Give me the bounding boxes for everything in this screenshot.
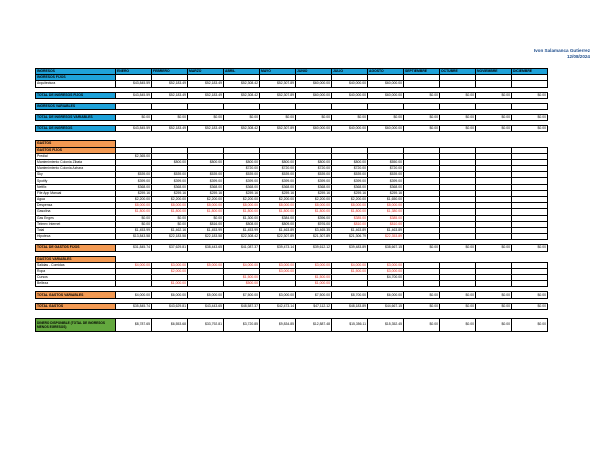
value-cell[interactable]: $0.00 (116, 221, 152, 227)
value-cell[interactable]: $4,700.00 (368, 275, 404, 281)
value-cell[interactable]: $1,463.89 (332, 227, 368, 233)
value-cell[interactable]: $22,183.58 (188, 234, 224, 240)
value-cell[interactable]: $259.16 (296, 190, 332, 196)
value-cell[interactable]: $2,200.00 (116, 197, 152, 203)
value-cell[interactable]: $1,453.99 (224, 227, 260, 233)
value-cell[interactable]: $368.00 (188, 184, 224, 190)
value-cell[interactable]: $0.00 (368, 114, 404, 120)
gastos-variables-label[interactable]: GASTOS VARIABLES (36, 256, 116, 262)
value-cell[interactable]: $539.00 (332, 172, 368, 178)
value-cell[interactable]: $21,306.79 (332, 234, 368, 240)
ingresos-variables-row-label[interactable]: INGRESOS VARIABLES (36, 103, 116, 109)
value-cell[interactable]: $810.00 (368, 221, 404, 227)
value-cell[interactable]: $6,000.00 (152, 292, 188, 298)
value-cell[interactable]: $8,000.00 (188, 203, 224, 209)
value-cell[interactable]: $38,443.65 (188, 245, 224, 251)
value-cell[interactable]: $800.00 (152, 159, 188, 165)
value-cell[interactable]: $399.00 (188, 178, 224, 184)
value-cell[interactable]: $40,000.00 (332, 81, 368, 87)
value-cell[interactable]: $1,650.00 (368, 197, 404, 203)
ingresos-title[interactable]: INGRESOS (36, 69, 116, 75)
value-cell[interactable]: $22,353.89 (368, 234, 404, 240)
value-cell[interactable]: $1,453.99 (188, 227, 224, 233)
expense-row-label[interactable]: Gasolina (36, 209, 116, 215)
value-cell[interactable]: $0.00 (440, 114, 476, 120)
value-cell[interactable]: $2,365.00 (116, 153, 152, 159)
expense-row-label[interactable]: Netflix (36, 184, 116, 190)
value-cell[interactable]: $48,183.89 (332, 303, 368, 309)
value-cell[interactable]: $0.00 (404, 292, 440, 298)
value-cell[interactable]: $1,463.89 (260, 227, 296, 233)
total-gastos-variables-row-label[interactable]: TOTAL GASTOS VARIABLES (36, 292, 116, 298)
value-cell[interactable]: $0.00 (512, 114, 548, 120)
value-cell[interactable]: $43,845.59 (116, 81, 152, 87)
value-cell[interactable]: $3,720.85 (224, 318, 260, 331)
value-cell[interactable]: $0.00 (332, 114, 368, 120)
value-cell[interactable]: $8,000.00 (332, 203, 368, 209)
value-cell[interactable]: $550.00 (368, 159, 404, 165)
value-cell[interactable]: $43,845.59 (116, 92, 152, 98)
value-cell[interactable]: $0.00 (404, 245, 440, 251)
value-cell[interactable]: $3,000.00 (152, 262, 188, 268)
expense-row-label[interactable]: Gas Enges (36, 215, 116, 221)
value-cell[interactable]: $7,500.00 (296, 292, 332, 298)
value-cell[interactable]: $60,000.00 (296, 126, 332, 132)
value-cell[interactable]: $33,792.81 (188, 318, 224, 331)
value-cell[interactable]: $0.00 (404, 303, 440, 309)
value-cell[interactable]: $2,200.00 (332, 197, 368, 203)
value-cell[interactable]: $7,500.00 (224, 292, 260, 298)
value-cell[interactable]: $3,000.00 (260, 262, 296, 268)
value-cell[interactable]: $2,200.00 (260, 197, 296, 203)
value-cell[interactable]: $259.16 (332, 190, 368, 196)
value-cell[interactable]: $720.00 (260, 166, 296, 172)
value-cell[interactable]: $40,000.00 (332, 92, 368, 98)
expense-row-label[interactable]: Mantenimiento Colonia Zibata (36, 159, 116, 165)
value-cell[interactable]: $35,845.74 (116, 303, 152, 309)
value-cell[interactable]: $800.00 (188, 159, 224, 165)
expense-row-label[interactable]: Agua (36, 197, 116, 203)
month-header[interactable]: MAYO (260, 69, 296, 75)
value-cell[interactable]: $47,112.12 (296, 303, 332, 309)
value-cell[interactable]: $385.00 (368, 215, 404, 221)
value-cell[interactable]: $0.00 (440, 318, 476, 331)
total-gastos-row-label[interactable]: TOTAL GASTOS (36, 303, 116, 309)
value-cell[interactable]: $15,356.11 (332, 318, 368, 331)
value-cell[interactable]: $1,800.00 (224, 209, 260, 215)
value-cell[interactable]: $259.16 (260, 190, 296, 196)
value-cell[interactable]: $800.00 (332, 159, 368, 165)
month-header[interactable]: JUNIO (296, 69, 332, 75)
value-cell[interactable]: $1,463.89 (368, 227, 404, 233)
value-cell[interactable]: $1,800.00 (152, 209, 188, 215)
value-cell[interactable]: $48,587.37 (224, 303, 260, 309)
variable-expense-row-label[interactable]: Ropa (36, 268, 116, 274)
value-cell[interactable]: $259.16 (116, 190, 152, 196)
value-cell[interactable]: $1,800.00 (188, 209, 224, 215)
value-cell[interactable]: $0.00 (116, 114, 152, 120)
value-cell[interactable]: $720.00 (368, 166, 404, 172)
month-header[interactable]: ABRIL (224, 69, 260, 75)
value-cell[interactable]: $1,380.00 (368, 209, 404, 215)
author-name: Ivon Salamanca Gutierrez (533, 48, 590, 53)
value-cell[interactable]: $399.00 (116, 178, 152, 184)
value-cell[interactable]: $0.00 (512, 92, 548, 98)
value-cell[interactable]: $15,352.45 (368, 318, 404, 331)
value-cell[interactable]: $8,000.00 (224, 203, 260, 209)
value-cell[interactable]: $0.00 (152, 221, 188, 227)
value-cell[interactable]: $0.00 (476, 245, 512, 251)
value-cell[interactable]: $0.00 (152, 114, 188, 120)
value-cell[interactable]: $800.00 (224, 159, 260, 165)
value-cell[interactable]: $0.00 (188, 215, 224, 221)
value-cell[interactable]: $8,700.00 (332, 292, 368, 298)
variable-expense-row-label[interactable]: Salidas - Comidas (36, 262, 116, 268)
value-cell[interactable]: $52,308.42 (224, 126, 260, 132)
value-cell[interactable]: $399.00 (332, 178, 368, 184)
value-cell[interactable]: $720.00 (224, 166, 260, 172)
value-cell[interactable]: $4,000.00 (224, 262, 260, 268)
value-cell[interactable]: $60,000.00 (296, 81, 332, 87)
value-cell[interactable]: $0.00 (440, 245, 476, 251)
value-cell[interactable]: $539.00 (224, 172, 260, 178)
value-cell[interactable]: $3,000.00 (260, 292, 296, 298)
month-header[interactable]: MARZO (188, 69, 224, 75)
value-cell[interactable]: $0.00 (224, 114, 260, 120)
budget-sheet (35, 68, 546, 332)
value-cell[interactable]: $259.16 (224, 190, 260, 196)
value-cell[interactable]: $52,308.42 (224, 92, 260, 98)
value-cell[interactable]: $22,307.89 (260, 234, 296, 240)
value-cell[interactable]: $52,307.89 (260, 92, 296, 98)
value-cell[interactable]: $1,500.00 (224, 275, 260, 281)
value-cell[interactable]: $808.00 (224, 221, 260, 227)
value-cell[interactable]: $368.00 (368, 184, 404, 190)
budget-table (35, 68, 548, 332)
value-cell[interactable]: $399.00 (224, 178, 260, 184)
value-cell[interactable]: $37,629.81 (152, 245, 188, 251)
value-cell[interactable]: $0.00 (476, 303, 512, 309)
value-cell[interactable]: $39,473.14 (260, 245, 296, 251)
expense-row-label[interactable]: Telmex Internet (36, 221, 116, 227)
total-ingresos-variables-row-label[interactable]: TOTAL DE INGRESOS VARIABLES (36, 114, 116, 120)
value-cell[interactable]: $8,787.65 (116, 318, 152, 331)
expense-row-label[interactable]: Sky (36, 172, 116, 178)
value-cell[interactable]: $2,200.00 (224, 197, 260, 203)
value-cell[interactable]: $8,000.00 (368, 203, 404, 209)
value-cell[interactable]: $0.00 (404, 92, 440, 98)
disponible-row (36, 318, 548, 331)
value-cell[interactable]: $60,000.00 (368, 92, 404, 98)
value-cell[interactable]: $52,183.49 (188, 126, 224, 132)
value-cell[interactable]: $0.00 (476, 114, 512, 120)
value-cell[interactable]: $368.00 (116, 184, 152, 190)
value-cell[interactable]: $0.00 (476, 92, 512, 98)
value-cell[interactable]: $1,453.99 (116, 227, 152, 233)
value-cell[interactable]: $539.00 (152, 172, 188, 178)
value-cell[interactable]: $539.00 (116, 172, 152, 178)
value-cell[interactable]: $3,000.00 (296, 262, 332, 268)
value-cell[interactable]: $1,500.00 (332, 268, 368, 274)
value-cell[interactable]: $0.00 (404, 126, 440, 132)
value-cell[interactable]: $259.16 (152, 190, 188, 196)
total-ingresos-fijos-row-label[interactable]: TOTAL DE INGRESOS FIJOS (36, 92, 116, 98)
value-cell[interactable]: $52,307.89 (260, 126, 296, 132)
gastos-title[interactable]: GASTOS (36, 141, 116, 147)
value-cell[interactable]: $399.00 (260, 178, 296, 184)
value-cell[interactable]: $40,000.00 (332, 126, 368, 132)
value-cell[interactable]: $43,443.65 (188, 303, 224, 309)
income-row-label[interactable]: Arquitectura (36, 81, 116, 87)
value-cell[interactable]: $0.00 (440, 126, 476, 132)
value-cell[interactable]: $0.00 (512, 126, 548, 132)
value-cell[interactable]: $8,000.00 (116, 203, 152, 209)
value-cell[interactable]: $809.00 (260, 221, 296, 227)
value-cell[interactable]: $52,307.89 (260, 81, 296, 87)
value-cell[interactable]: $368.00 (296, 184, 332, 190)
value-cell[interactable]: $39,612.12 (296, 245, 332, 251)
ingresos-fijos-row-label[interactable]: INGRESOS FIJOS (36, 75, 116, 81)
value-cell[interactable]: $6,553.68 (152, 318, 188, 331)
value-cell[interactable]: $2,200.00 (296, 197, 332, 203)
value-cell[interactable]: $2,200.00 (152, 197, 188, 203)
value-cell[interactable]: $1,300.00 (224, 215, 260, 221)
value-cell[interactable]: $0.00 (404, 114, 440, 120)
value-cell[interactable]: $720.00 (332, 166, 368, 172)
value-cell[interactable]: $0.00 (512, 318, 548, 331)
month-header[interactable]: JULIO (332, 69, 368, 75)
value-cell[interactable]: $43,629.81 (152, 303, 188, 309)
value-cell[interactable]: $8,000.00 (296, 203, 332, 209)
value-cell[interactable]: $21,307.89 (296, 234, 332, 240)
value-cell[interactable]: $1,462.16 (152, 227, 188, 233)
value-cell[interactable]: $9,834.85 (260, 318, 296, 331)
value-cell[interactable]: $52,308.42 (224, 81, 260, 87)
value-cell[interactable]: $539.00 (296, 172, 332, 178)
report-date: 12/08/2024 (567, 54, 590, 59)
value-cell[interactable]: $13,843.58 (116, 234, 152, 240)
value-cell[interactable]: $816.00 (188, 221, 224, 227)
value-cell[interactable]: $0.00 (152, 215, 188, 221)
value-cell[interactable]: $0.00 (440, 303, 476, 309)
value-cell[interactable]: $0.00 (440, 292, 476, 298)
value-cell[interactable]: $1,800.00 (332, 209, 368, 215)
value-cell[interactable]: $0.00 (476, 318, 512, 331)
expense-row-label[interactable]: Total (36, 227, 116, 233)
month-header[interactable]: SEPTIEMBRE (404, 69, 440, 75)
value-cell[interactable]: $52,183.49 (152, 126, 188, 132)
value-cell[interactable]: $52,183.49 (152, 92, 188, 98)
expense-row-label[interactable]: Spotify (36, 178, 116, 184)
value-cell[interactable]: $60,000.00 (296, 92, 332, 98)
expense-row-label[interactable]: Mantenimiento Colonia Azhara (36, 166, 116, 172)
value-cell[interactable]: $43,845.59 (116, 126, 152, 132)
value-cell[interactable]: $0.00 (188, 114, 224, 120)
value-cell[interactable]: $31,845.74 (116, 245, 152, 251)
value-cell[interactable]: $0.00 (116, 215, 152, 221)
value-cell[interactable]: $60,000.00 (368, 81, 404, 87)
value-cell[interactable]: $810.00 (332, 221, 368, 227)
value-cell[interactable]: $6,000.00 (368, 292, 404, 298)
value-cell[interactable]: $12,887.48 (296, 318, 332, 331)
value-cell[interactable]: $259.16 (188, 190, 224, 196)
value-cell[interactable]: $399.00 (368, 178, 404, 184)
value-cell[interactable]: $0.00 (476, 126, 512, 132)
expense-row-label[interactable]: File App Manual (36, 190, 116, 196)
value-cell[interactable]: $3,000.00 (368, 268, 404, 274)
month-header[interactable]: AGOSTO (368, 69, 404, 75)
month-header[interactable]: NOVIEMBRE (476, 69, 512, 75)
value-cell[interactable]: $5,000.00 (188, 262, 224, 268)
value-cell[interactable]: $539.00 (260, 172, 296, 178)
value-cell[interactable]: $720.00 (296, 166, 332, 172)
value-cell[interactable]: $8,000.00 (260, 203, 296, 209)
value-cell[interactable]: $22,183.58 (152, 234, 188, 240)
value-cell[interactable]: $368.00 (260, 184, 296, 190)
value-cell[interactable]: $8,000.00 (152, 203, 188, 209)
gastos-fijos-label[interactable]: GASTOS FIJOS (36, 147, 116, 153)
value-cell[interactable]: $0.00 (404, 318, 440, 331)
value-cell[interactable]: $3,000.00 (368, 262, 404, 268)
month-header[interactable]: OCTUBRE (440, 69, 476, 75)
value-cell[interactable]: $2,000.00 (152, 268, 188, 274)
value-cell[interactable]: $22,308.42 (224, 234, 260, 240)
value-cell[interactable]: $4,000.00 (332, 262, 368, 268)
value-cell[interactable]: $0.00 (512, 245, 548, 251)
value-cell[interactable]: $1,000.00 (296, 281, 332, 287)
value-cell[interactable]: $539.00 (188, 172, 224, 178)
value-cell[interactable]: $1,800.00 (116, 209, 152, 215)
value-cell[interactable]: $0.00 (440, 92, 476, 98)
value-cell[interactable]: $0.00 (476, 292, 512, 298)
value-cell[interactable]: $0.00 (512, 303, 548, 309)
value-cell[interactable]: $500.00 (224, 281, 260, 287)
value-cell[interactable]: $385.00 (332, 215, 368, 221)
value-cell[interactable]: $539.00 (368, 172, 404, 178)
total-gastos-fijos-row-label[interactable]: TOTAL DE GASTOS FIJOS (36, 245, 116, 251)
value-cell[interactable]: $4,000.00 (116, 292, 152, 298)
value-cell[interactable]: $3,000.00 (260, 268, 296, 274)
disponible-label[interactable]: DINERO DISPONIBLE (TOTAL DE INGRESOS MENOS EGRESOS) (36, 318, 116, 331)
value-cell[interactable]: $0.00 (260, 114, 296, 120)
value-cell[interactable]: $399.00 (296, 178, 332, 184)
value-cell[interactable]: $384.00 (260, 215, 296, 221)
value-cell[interactable]: $42,473.14 (260, 303, 296, 309)
value-cell[interactable]: $396.00 (296, 215, 332, 221)
value-cell[interactable]: $368.00 (152, 184, 188, 190)
value-cell[interactable]: $1,800.00 (296, 209, 332, 215)
value-cell[interactable]: $800.00 (260, 159, 296, 165)
value-cell[interactable]: $1,800.00 (260, 209, 296, 215)
value-cell[interactable]: $52,183.49 (188, 81, 224, 87)
value-cell[interactable]: $39,483.89 (332, 245, 368, 251)
total-ingresos-row-label[interactable]: TOTAL DE INGRESOS (36, 126, 116, 132)
value-cell[interactable]: $60,000.00 (368, 126, 404, 132)
value-cell[interactable]: $976.00 (296, 221, 332, 227)
variable-expense-row-label[interactable]: Belleza (36, 281, 116, 287)
value-cell[interactable]: $38,667.15 (368, 245, 404, 251)
month-header[interactable]: ENERO (116, 69, 152, 75)
value-cell[interactable]: $52,183.49 (152, 81, 188, 87)
value-cell[interactable]: $399.00 (152, 178, 188, 184)
value-cell[interactable]: $4,000.00 (116, 262, 152, 268)
value-cell[interactable]: $0.00 (512, 292, 548, 298)
value-cell[interactable]: $1,500.00 (296, 275, 332, 281)
value-cell[interactable]: $800.00 (296, 159, 332, 165)
value-cell[interactable]: $2,200.00 (188, 197, 224, 203)
expense-row-label[interactable]: Hipoteca (36, 234, 116, 240)
value-cell[interactable]: $0.00 (296, 114, 332, 120)
value-cell[interactable]: $44,667.15 (368, 303, 404, 309)
expense-row-label[interactable]: Predial (36, 153, 116, 159)
month-header[interactable]: FEBRERO (152, 69, 188, 75)
value-cell[interactable]: $259.16 (368, 190, 404, 196)
value-cell[interactable]: $41,087.37 (224, 245, 260, 251)
value-cell[interactable]: $52,183.49 (188, 92, 224, 98)
value-cell[interactable]: $368.00 (332, 184, 368, 190)
expense-row-label[interactable]: Despensa (36, 203, 116, 209)
value-cell[interactable]: $5,000.00 (188, 292, 224, 298)
variable-expense-row-label[interactable]: Cursos (36, 275, 116, 281)
month-header[interactable]: DICIEMBRE (512, 69, 548, 75)
value-cell[interactable]: $3,465.35 (296, 227, 332, 233)
value-cell[interactable]: $368.00 (224, 184, 260, 190)
value-cell[interactable]: $1,000.00 (152, 281, 188, 287)
